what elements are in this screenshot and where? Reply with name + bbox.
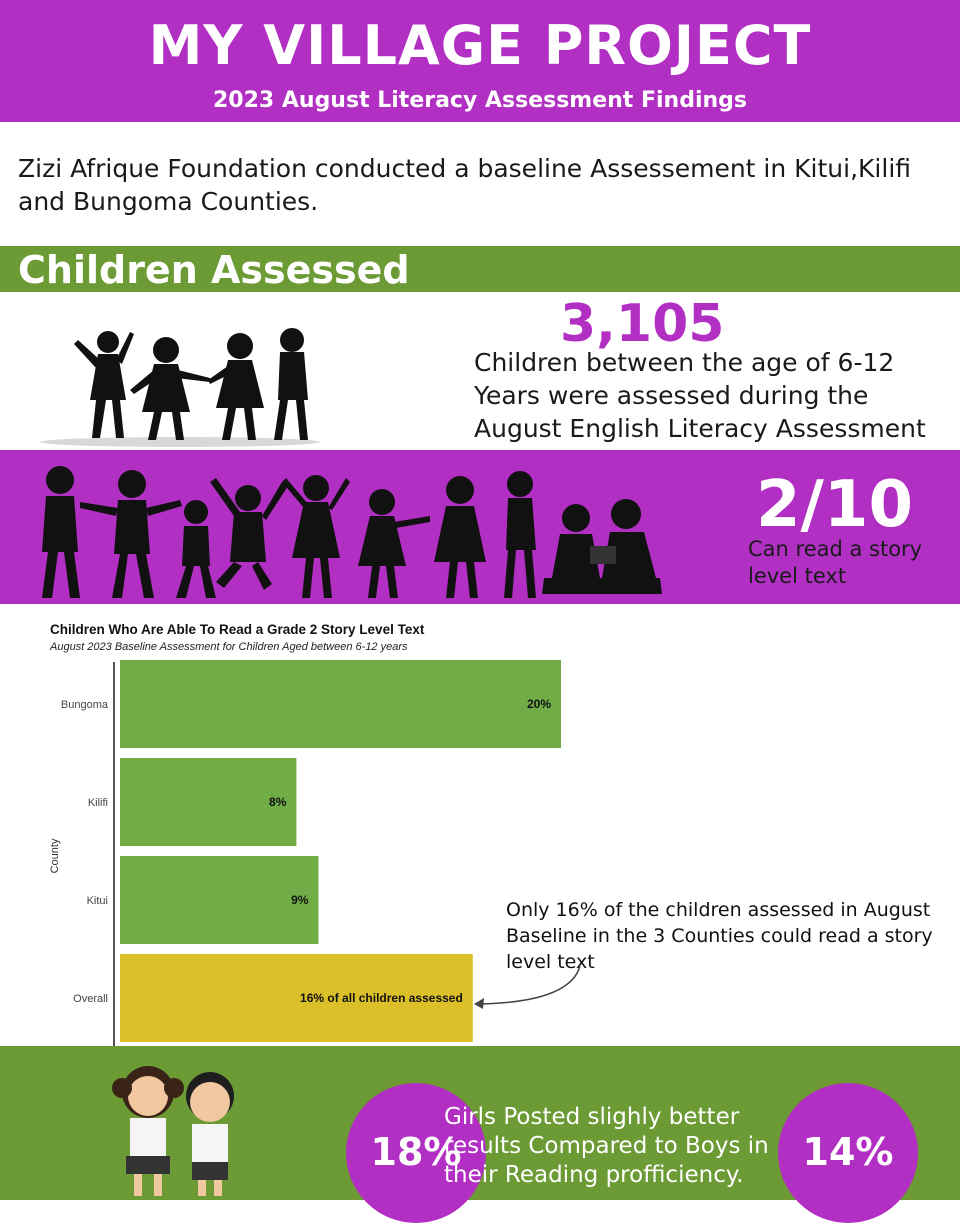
callout-text: Only 16% of the children assessed in August Baseline in the 3 Counties could read a story level text	[506, 899, 933, 973]
bar-kitui	[120, 856, 318, 944]
children-group-silhouettes-icon	[20, 462, 740, 606]
page-title: MY VILLAGE PROJECT	[148, 14, 812, 77]
callout-arrow-icon	[470, 960, 590, 1020]
bar-bungoma	[120, 660, 561, 748]
page-subtitle: 2023 August Literacy Assessment Findings	[212, 88, 748, 113]
data-label-kilifi: 8%	[269, 795, 287, 809]
chart-title: Children Who Are Able To Read a Grade 2 Story Level Text	[50, 622, 425, 637]
children-description: Children between the age of 6-12 Years were assessed during the August English Literacy Assessment	[474, 348, 926, 443]
girls-percent: 18%	[370, 1130, 462, 1174]
category-label-kilifi: Kilifi	[87, 797, 108, 809]
story-ratio: 2/10	[756, 468, 913, 542]
children-count: 3,105	[560, 294, 725, 354]
data-label-overall: 16% of all children assessed	[300, 991, 463, 1005]
category-label-bungoma: Bungoma	[60, 699, 108, 711]
gender-comparison-text: Girls Posted slighly better results Compared to Boys in their Reading profficiency.	[444, 1104, 769, 1188]
story-ratio-label: Can read a story level text	[748, 537, 923, 588]
students-illustration-icon	[108, 1052, 248, 1200]
chart-subtitle: August 2023 Baseline Assessment for Children Aged between 6-12 years	[50, 641, 408, 653]
category-label-overall: Overall	[73, 993, 108, 1005]
data-label-kitui: 9%	[291, 893, 309, 907]
section-title: Children Assessed	[18, 248, 410, 292]
boys-percent: 14%	[802, 1130, 894, 1174]
children-silhouettes-icon	[30, 320, 320, 450]
data-label-bungoma: 20%	[526, 697, 551, 711]
y-axis-label: County	[49, 838, 61, 874]
intro-text: Zizi Afrique Foundation conducted a baseline Assessement in Kitui,Kilifi and Bungoma Counties.	[18, 154, 912, 216]
category-label-kitui: Kitui	[86, 895, 108, 907]
